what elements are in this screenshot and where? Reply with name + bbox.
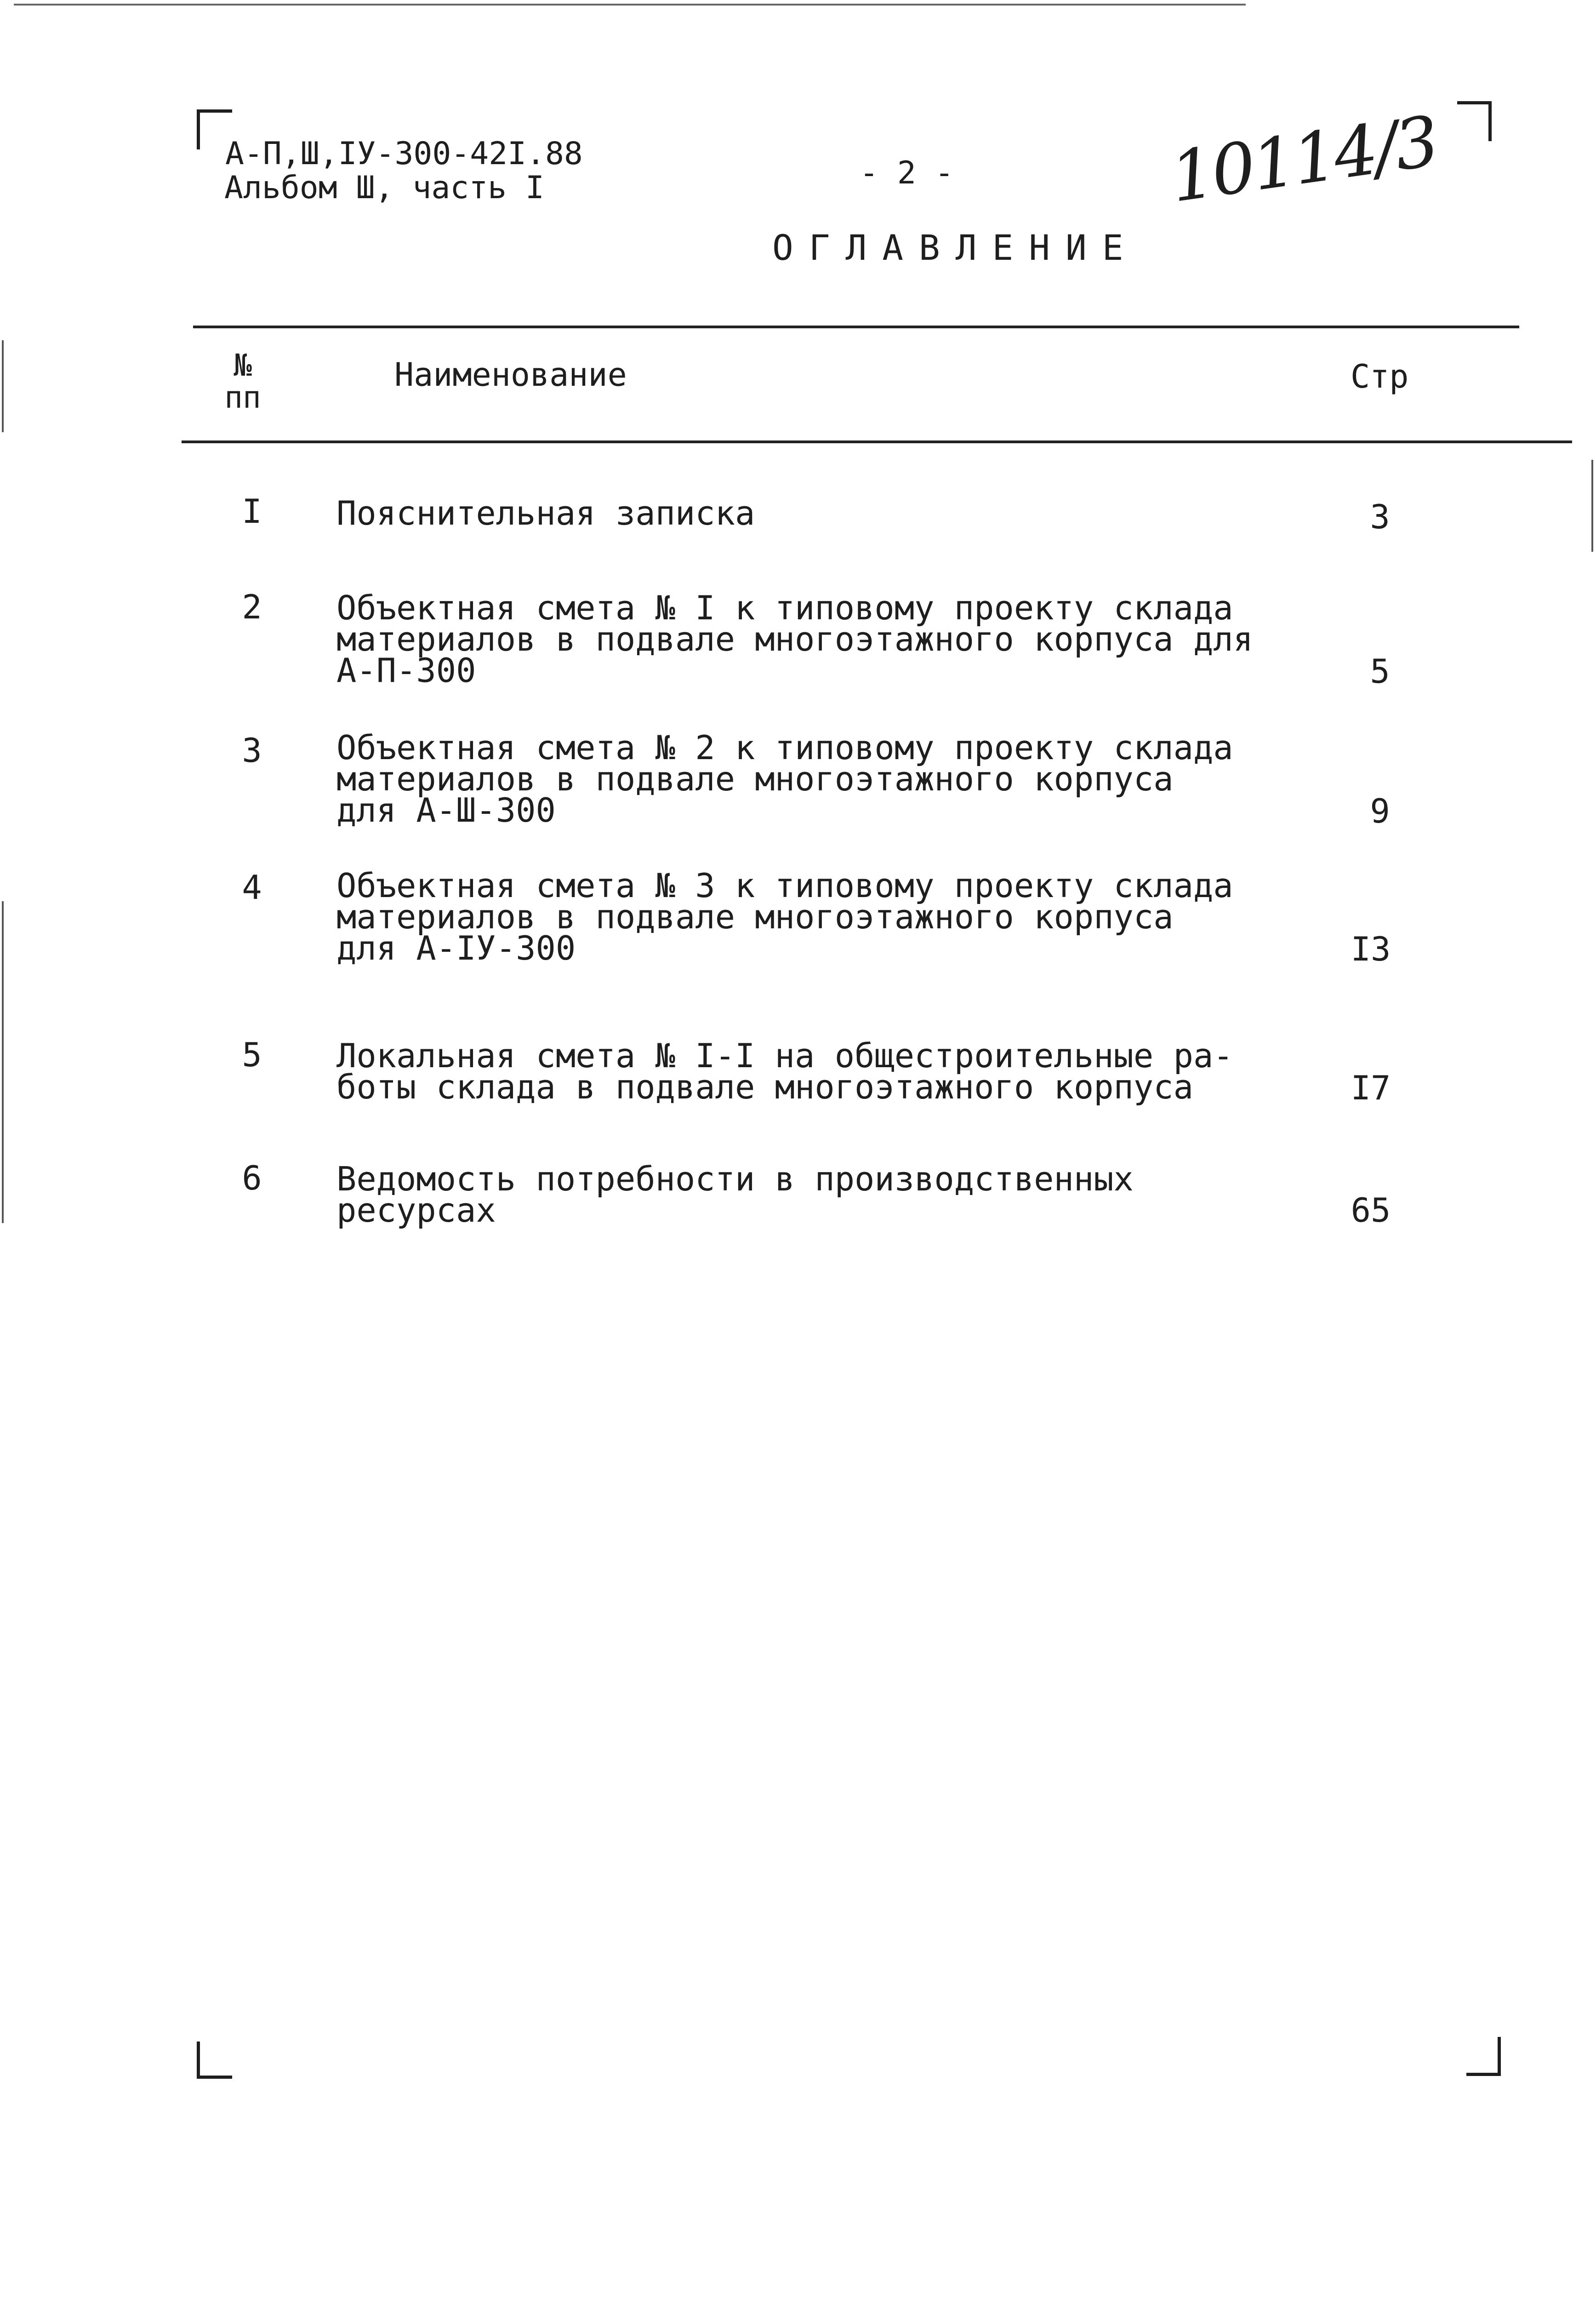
document-code: А-П,Ш,IУ-300-42I.88 — [225, 136, 583, 172]
row-number: 2 — [242, 588, 262, 626]
column-header-num — [224, 349, 261, 414]
row-page: 9 — [1370, 792, 1390, 830]
handwritten-stamp: 10114/3 — [1165, 101, 1442, 218]
page-title: ОГЛАВЛЕНИЕ — [772, 227, 1139, 268]
row-name: Объектная смета № I к типовому проекту склада материалов в подвале многоэтажного корпуса для А-П-300 — [336, 589, 1253, 690]
row-page: I3 — [1351, 930, 1391, 968]
column-header-page: Стр — [1351, 358, 1409, 395]
row-name: Ведомость потребности в производственных ресурсах — [336, 1160, 1134, 1230]
album-label: Альбом Ш, часть I — [224, 170, 544, 206]
page-number: - 2 - — [860, 155, 954, 191]
row-number: 3 — [242, 731, 262, 770]
row-number: 5 — [242, 1035, 262, 1074]
column-header-num-pp: пп — [224, 380, 261, 415]
column-header-num-sign: № — [234, 348, 252, 383]
row-number: I — [242, 492, 262, 531]
row-page: I7 — [1351, 1069, 1391, 1107]
column-header-name: Наименование — [394, 356, 627, 394]
row-number: 6 — [242, 1159, 262, 1197]
scan-mark-left — [2, 340, 4, 432]
corner-mark-top-right — [1457, 101, 1492, 141]
table-top-rule — [193, 326, 1519, 328]
row-name: Объектная смета № 2 к типовому проекту склада материалов в подвале многоэтажного корпуса для А-Ш-300 — [336, 728, 1233, 829]
row-name: Локальная смета № I-I на общестроительные ра- боты склада в подвале многоэтажного корпуса — [336, 1036, 1233, 1106]
corner-mark-bottom-right — [1466, 2037, 1501, 2076]
top-edge-line — [14, 4, 1246, 6]
corner-mark-bottom-left — [197, 2042, 232, 2079]
table-header-rule — [182, 440, 1572, 443]
row-page: 3 — [1370, 498, 1390, 536]
row-page: 65 — [1351, 1191, 1391, 1230]
row-name: Объектная смета № 3 к типовому проекту склада материалов в подвале многоэтажного корпуса для А-IУ-300 — [336, 866, 1233, 967]
row-name: Пояснительная записка — [336, 494, 755, 532]
scan-mark-left-2 — [2, 901, 4, 1223]
row-page: 5 — [1370, 652, 1390, 691]
scan-mark-right — [1591, 460, 1593, 552]
row-number: 4 — [242, 868, 262, 907]
